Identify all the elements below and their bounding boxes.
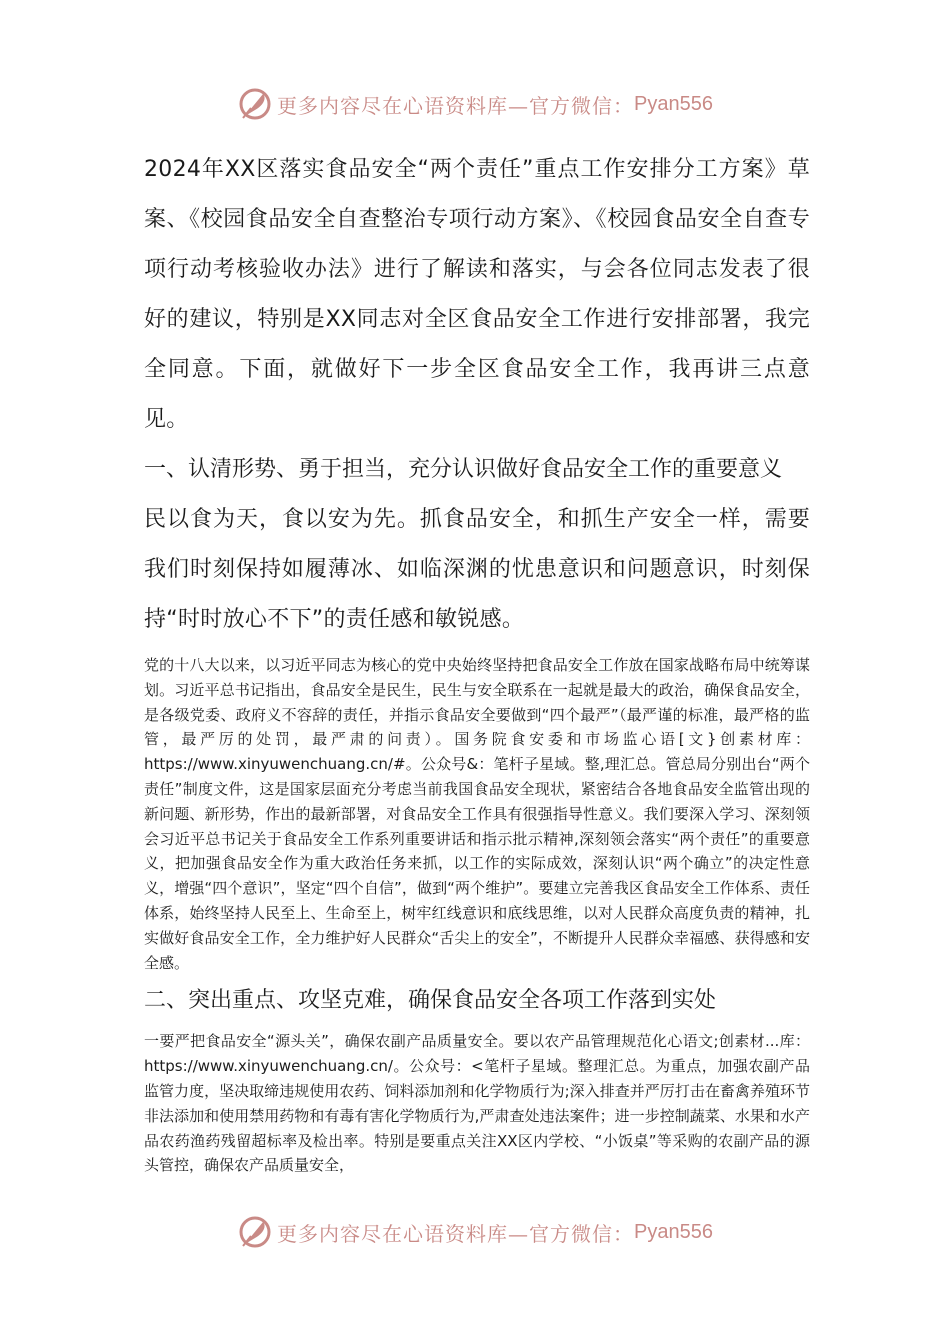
wechat-id: Pyan556 [634,92,713,115]
paragraph-2: 党的十八大以来，以习近平同志为核心的党中央始终坚持把食品安全工作放在国家战略布局中统筹谋划。习近平总书记指出，食品安全是民生，民生与安全联系在一起就是最大的政治，确保食品安全，是各级党委、政府义不容辞的责任，并指示食品安全要做到“四个最严”（最严谨的标准，最严格的监管，最严厉的处罚，最严肃的问责）。国务院食安委和市场监心语[文}创素材库：https://www.xinyuwenchuang.cn/#。公众号&：笔杆子星域。整,理汇总。管总局分别出台“两个责任”制度文件，这是国家层面充分考虑当前我国食品安全现状，紧密结合各地食品安全监管出现的新问题、新形势，作出的最新部署，对食品安全工作具有很强指导性意义。我们要深入学习、深刻领会习近平总书记关于食品安全工作系列重要讲话和指示批示精神,深刻领会落实“两个责任”的重要意义，把加强食品安全作为重大政治任务来抓，以工作的实际成效，深刻认识“两个确立”的决定性意义，增强“四个意识”，坚定“四个自信”，做到“两个维护”。要建立完善我区食品安全工作体系、责任体系，始终坚持人民至上、生命至上，树牢红线意识和底线思维，以对人民群众高度负责的精神，扎实做好食品安全工作，全力维护好人民群众“舌尖上的安全”，不断提升人民群众幸福感、获得感和安全感。 [144,656,810,972]
section-heading-2: 二、突出重点、攻坚克难，确保食品安全各项工作落到实处 [144,988,717,1014]
banner-text: 更多内容尽在心语资料库—官方微信： [277,93,635,118]
intro-paragraph: 2024年XX区落实食品安全“两个责任”重点工作安排分工方案》草案、《校园食品安全自查整治专项行动方案》、《校园食品安全自查专项行动考核验收办法》进行了解读和落实，与会各位同志发表了很好的建议，特别是XX同志对全区食品安全工作进行安排部署，我完全同意。下面，就做好下一步全区食品安全工作，我再讲三点意见。 [144,157,810,432]
section-heading-1: 一、认清形势、勇于担当，充分认识做好食品安全工作的重要意义 [144,457,783,482]
paragraph-3: 一要严把食品安全“源头关”，确保农副产品质量安全。要以农产品管理规范化心语文;创素材...库：https://www.xinyuwenchuang.cn/。公众号：<笔杆子星域。整理汇总。为重点，加强农副产品监管力度，坚决取缔违规使用农药、饲料添加剂和化学物质行为;深入排查并严厉打击在畜禽养殖环节非法添加和使用禁用药物和有毒有害化学物质行为,严肃查处违法案件；进一步控制蔬菜、水果和水产品农药渔药残留超标率及检出率。特别是要重点关注XX区内学校、“小饭桌”等采购的农副产品的源头管控，确保农产品质量安全， [144,1032,810,1175]
wechat-id: Pyan556 [634,1220,713,1243]
feather-logo-icon [237,1214,273,1250]
footer-banner [0,1210,950,1254]
paragraph-1: 民以食为天，食以安为先。抓食品安全，和抓生产安全一样，需要我们时刻保持如履薄冰、如临深渊的忧患意识和问题意识，时刻保持“时时放心不下”的责任感和敏锐感。 [144,507,810,632]
document-body [144,145,810,1184]
banner-text: 更多内容尽在心语资料库—官方微信： [277,1221,635,1246]
feather-logo-icon [237,86,273,122]
header-banner [0,82,950,126]
